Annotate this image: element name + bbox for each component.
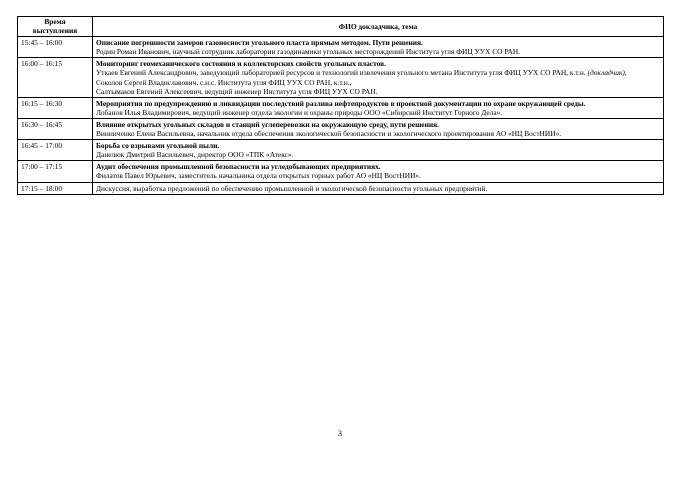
table-row [18, 37, 664, 58]
talk-cell [93, 161, 664, 182]
speaker-info: Лобанов Илья Владимирович, ведущий инженер отдела экологии и охраны природы ООО «Сибирский Институт Горного Дела». [96, 107, 503, 117]
talk-topic: Описание погрешности замеров газоносности угольного пласта прямым методом. Пути решения. [96, 38, 423, 48]
time-slot: 16:45 – 17:00 [18, 140, 93, 161]
talk-cell [93, 140, 664, 161]
time-header-line1: Время [44, 17, 66, 26]
table-row [18, 97, 664, 118]
talk-topic: Мероприятия по предупреждению и ликвидации последствий разлива нефтепродуктов в проектной документации по охране окружающей среды. [96, 98, 586, 108]
speaker-role: (докладчик) [587, 68, 625, 78]
time-slot: 15:45 – 16:00 [18, 37, 93, 58]
time-slot: 16:30 – 16:45 [18, 118, 93, 139]
time-slot: 17:15 – 18:00 [18, 182, 93, 194]
talk-topic: Борьба со взрывами угольной пыли. [96, 141, 220, 151]
table-row [18, 118, 664, 139]
talk-cell [93, 37, 664, 58]
talk-cell [93, 58, 664, 97]
time-header-line2: выступления [32, 25, 78, 35]
page-number: 3 [338, 429, 342, 438]
program-table [17, 16, 664, 195]
time-slot: 17:00 – 17:15 [18, 161, 93, 182]
time-slot: 16:00 – 16:15 [18, 58, 93, 97]
speaker-info: Данелюк Дмитрий Васильевич, директор ООО «ТПК «Атекс». [96, 150, 294, 160]
speaker-info: Соколов Сергей Владиславович, с.н.с. Института угля ФИЦ УУХ СО РАН, к.т.н., [96, 77, 352, 87]
speaker-info: Винниченко Елена Васильевна, начальник отдела обеспечения экологической безопасности и экологического проектирования АО «НЦ ВостНИИ». [96, 129, 562, 139]
speaker-main: Уткаев Евгений Александрович, заведующий лабораторией ресурсов и технологий извлечения угольного метана Института угля ФИЦ УУХ СО РАН, к.т.н. [96, 68, 586, 78]
talk-cell [93, 97, 664, 118]
speaker-info: Филатов Павел Юрьевич, заместитель начальника отдела открытых горных работ АО «НЦ ВостНИИ». [96, 171, 421, 181]
talk-topic: Мониторинг геомеханического состояния и коллекторских свойств угольных пластов. [96, 59, 386, 69]
speaker-info: Салтымаков Евгений Алексеевич, ведущий инженер Института угля ФИЦ УУХ СО РАН. [96, 86, 378, 96]
speaker-topic-column-header: ФИО докладчика, тема [93, 17, 664, 37]
time-column-header [18, 17, 93, 37]
discussion-cell: Дискуссия, выработка предложений по обеспечению промышленной и экологической безопасности угольных предприятий. [93, 182, 664, 194]
speaker-info: Родин Роман Иванович, научный сотрудник лаборатории газодинамики угольных месторождений Института угля ФИЦ УУХ СО РАН. [96, 47, 521, 57]
table-row [18, 58, 664, 97]
table-row [18, 161, 664, 182]
speaker-end: , [624, 68, 627, 78]
talk-topic: Аудит обеспечения промышленной безопасности на угледобывающих предприятиях. [96, 162, 381, 172]
table-header-row [18, 17, 664, 37]
time-slot: 16:15 – 16:30 [18, 97, 93, 118]
table-row [18, 182, 664, 194]
table-row [18, 140, 664, 161]
speaker-info [96, 68, 660, 77]
talk-topic: Влияние открытых угольных складов и станций углеперевозки на окружающую среду, пути решения. [96, 119, 439, 129]
talk-cell [93, 118, 664, 139]
